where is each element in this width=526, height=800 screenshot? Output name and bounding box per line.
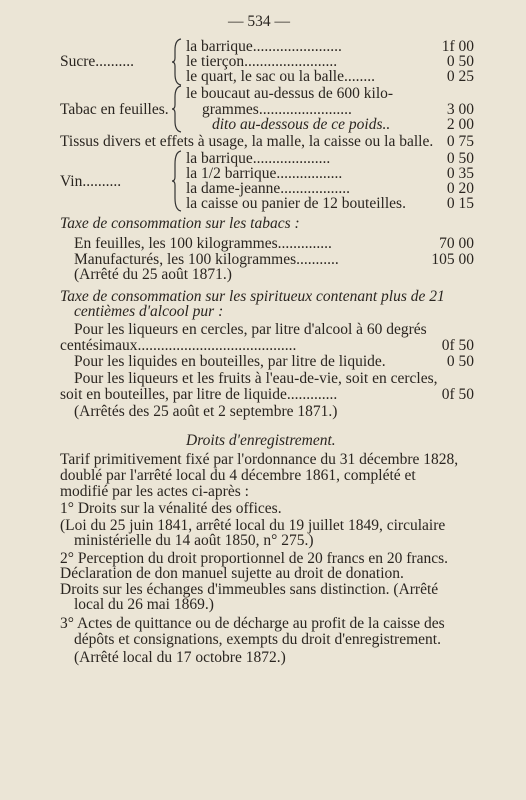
spiritueux-p1-line-1: Pour les liqueurs en cercles, par litre d'alcool à 60 degrés — [74, 321, 427, 338]
vin-row-2: la 1/2 barrique................. — [186, 165, 343, 182]
tabac-row-3: dito au-dessous de ce poids.. — [212, 116, 391, 133]
droits-item-1-ref-2: ministérielle du 14 août 1850, n° 275.) — [74, 532, 314, 549]
tabac-brace — [172, 85, 184, 133]
droits-item-2-4: local du 26 mai 1869.) — [74, 596, 214, 613]
droits-item-3-2: dépôts et consignations, exempts du droit d'enregistrement. — [74, 631, 441, 648]
droits-intro-1: Tarif primitivement fixé par l'ordonnance du 31 décembre 1828, — [60, 451, 459, 468]
droits-item-1-ref-1: (Loi du 25 juin 1841, arrêté local du 19 juillet 1849, circulaire — [60, 517, 446, 534]
droits-item-2-1: 2° Perception du droit proportionnel de 20 francs en 20 francs. — [60, 550, 448, 567]
sucre-row-1: la barrique....................... — [186, 38, 342, 55]
tabacs-tax-decree: (Arrêté du 25 août 1871.) — [74, 266, 232, 283]
tabacs-tax-value-1: 70 00 — [439, 235, 474, 252]
sucre-value-2: 0 50 — [446, 53, 474, 70]
tissus-value: 0 75 — [446, 133, 474, 150]
tissus-row: Tissus divers et effets à usage, la malle, la caisse ou la balle. — [60, 133, 434, 150]
sucre-label: Sucre.......... — [60, 53, 135, 70]
page-number: — 534 — — [228, 13, 290, 30]
spiritueux-heading-1: Taxe de consommation sur les spiritueux contenant plus de 21 — [60, 288, 445, 305]
tabacs-tax-row-1: En feuilles, les 100 kilogrammes.............. — [74, 235, 332, 252]
tabacs-tax-row-2: Manufacturés, les 100 kilogrammes........... — [74, 251, 339, 268]
vin-value-1: 0 50 — [446, 150, 474, 167]
sucre-value-1: 1f 00 — [441, 38, 474, 55]
vin-value-2: 0 35 — [446, 165, 474, 182]
droits-intro-3: modifié par les actes ci-après : — [60, 483, 249, 500]
vin-value-3: 0 20 — [446, 180, 474, 197]
tabacs-tax-heading: Taxe de consommation sur les tabacs : — [60, 215, 300, 232]
tabac-row-2: grammes........................ — [202, 101, 352, 118]
spiritueux-p1-value: 0f 50 — [441, 337, 474, 354]
droits-item-3-1: 3° Actes de quittance ou de décharge au profit de la caisse des — [60, 615, 445, 632]
droits-item-2-3: Droits sur les échanges d'immeubles sans distinction. (Arrêté — [60, 581, 439, 598]
vin-row-4: la caisse ou panier de 12 bouteilles. — [186, 195, 406, 212]
spiritueux-heading-2: centièmes d'alcool pur : — [74, 303, 224, 320]
sucre-row-2: le tierçon........................ — [186, 53, 338, 70]
tabac-value-3: 2 00 — [446, 116, 474, 133]
vin-row-1: la barrique.................... — [186, 150, 331, 167]
droits-item-2-2: Déclaration de don manuel sujette au droit de donation. — [60, 565, 404, 582]
spiritueux-p2-value: 0 50 — [446, 353, 474, 370]
tabac-row-1: le boucaut au-dessus de 600 kilo- — [186, 85, 394, 102]
spiritueux-p3-line-1: Pour les liqueurs et les fruits à l'eau-de-vie, soit en cercles, — [74, 370, 438, 387]
droits-intro-2: doublé par l'arrêté local du 4 décembre 1861, complété et — [60, 467, 416, 484]
droits-heading: Droits d'enregistrement. — [186, 432, 336, 449]
droits-item-3-3: (Arrêté local du 17 octobre 1872.) — [74, 649, 286, 666]
droits-item-1: 1° Droits sur la vénalité des offices. — [60, 500, 282, 517]
tabac-value-2: 3 00 — [446, 101, 474, 118]
spiritueux-p3-line-2: soit en bouteilles, par litre de liquide............. — [60, 386, 338, 403]
sucre-brace — [172, 38, 184, 86]
tabacs-tax-value-2: 105 00 — [431, 251, 474, 268]
spiritueux-decree: (Arrêtés des 25 août et 2 septembre 1871.) — [74, 403, 338, 420]
tabac-label: Tabac en feuilles. — [60, 101, 169, 118]
spiritueux-p1-line-2: centésimaux......................................... — [60, 337, 297, 354]
vin-brace — [172, 150, 184, 212]
sucre-value-3: 0 25 — [446, 68, 474, 85]
vin-value-4: 0 15 — [446, 195, 474, 212]
vin-label: Vin.......... — [60, 173, 122, 190]
spiritueux-p3-value: 0f 50 — [441, 386, 474, 403]
vin-row-3: la dame-jeanne.................. — [186, 180, 350, 197]
spiritueux-p2: Pour les liquides en bouteilles, par litre de liquide. — [74, 353, 386, 370]
sucre-row-3: le quart, le sac ou la balle........ — [186, 68, 375, 85]
